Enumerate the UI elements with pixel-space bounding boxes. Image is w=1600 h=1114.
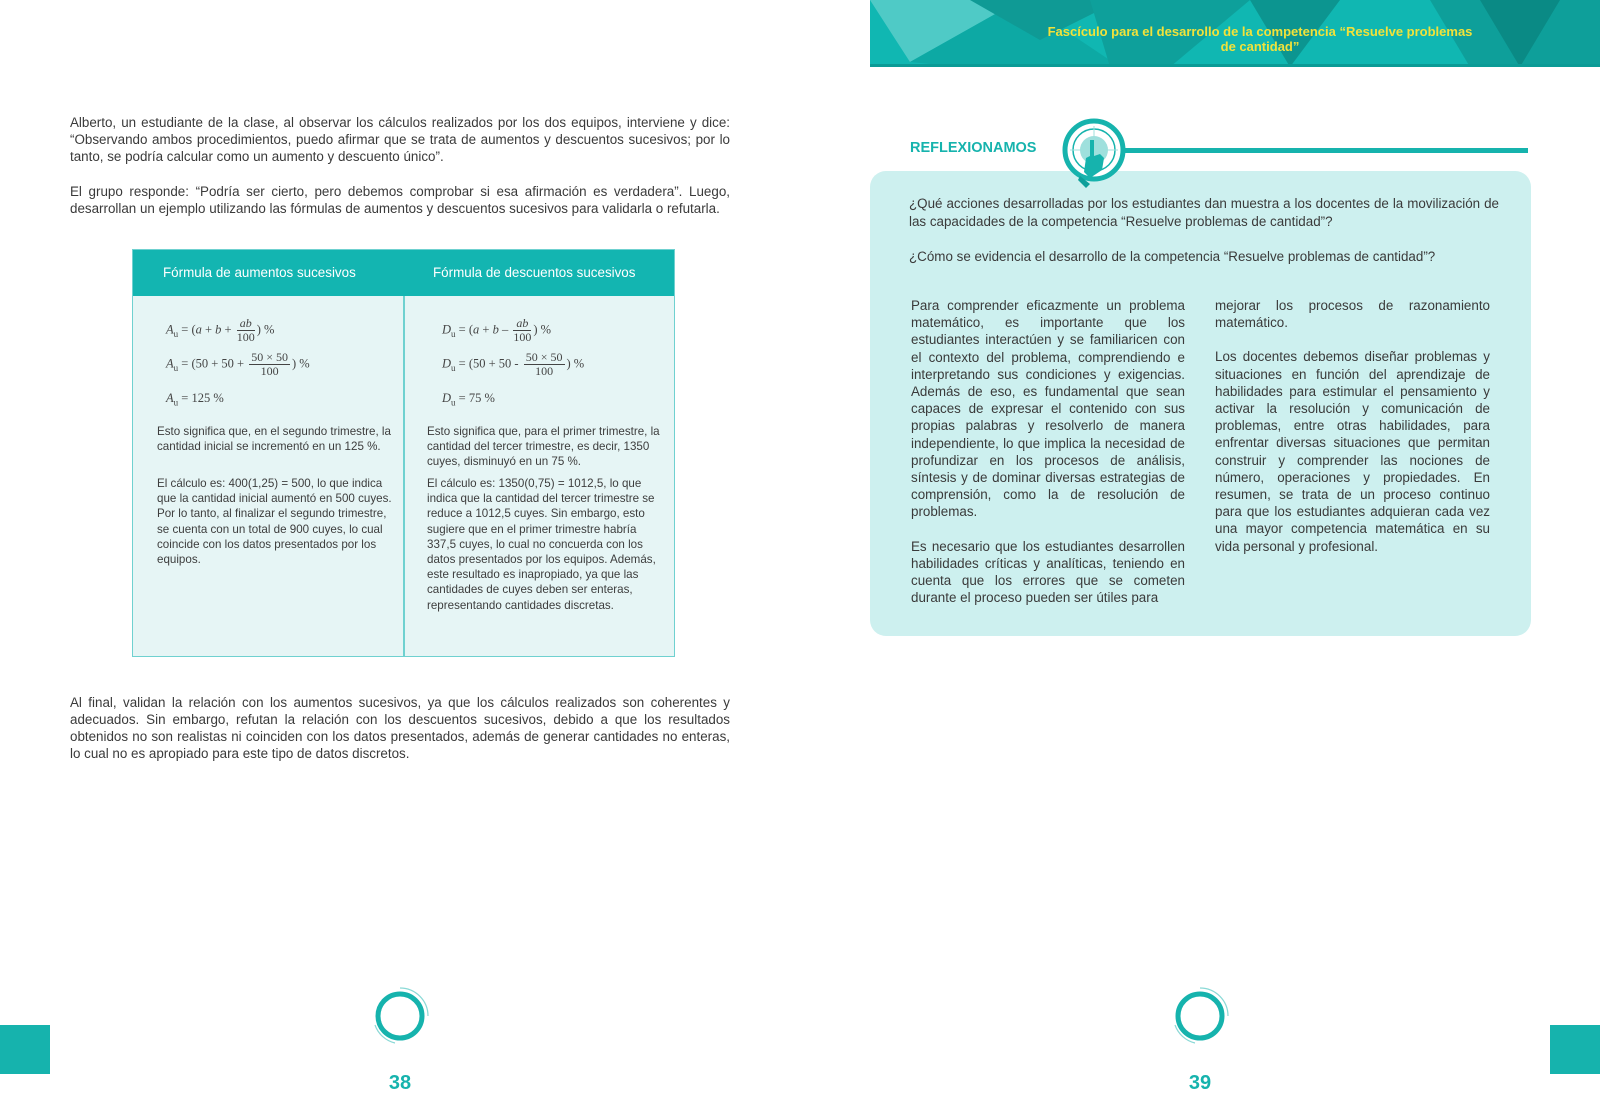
header-successive-increases: Fórmula de aumentos sucesivos	[163, 265, 356, 280]
header-title: Fascículo para el desarrollo de la competencia “Resuelve problemas de cantidad”	[1047, 24, 1473, 54]
header-successive-discounts: Fórmula de descuentos sucesivos	[433, 265, 636, 280]
section-rule	[1120, 148, 1528, 153]
group-response-paragraph: El grupo responde: “Podría ser cierto, pero debemos comprobar si esa afirmación es verdadera”. Luego, desarrollan un ejemplo utilizando las fórmulas de aumentos y descuentos sucesivos para validarla o refutarla.	[70, 184, 730, 216]
formula-discount-general: $D_u = (a + b$ – $\frac{ab}{100}$ ) %	[442, 316, 552, 344]
increase-meaning-text: Esto significa que, en el segundo trimestre, la cantidad inicial se incrementó en un 125 %.	[157, 425, 391, 454]
page-number-badge-icon	[369, 985, 431, 1047]
formula-increase-general: $A_u = (a + b$ + $\frac{ab}{100}$ ) %	[166, 316, 275, 344]
intro-paragraph: Alberto, un estudiante de la clase, al observar los cálculos realizados por los dos equipos, interviene y dice: “Observando ambos procedimientos, puedo afirmar que se trata de aumentos y descuentos sucesivos; por lo tanto, se podría calcular como un aumento y descuento único”.	[70, 115, 730, 164]
touch-target-icon	[1060, 118, 1130, 190]
page-number-badge-38	[369, 985, 431, 1094]
reflection-column-2	[1215, 297, 1490, 555]
col1-paragraph-1: Para comprender eficazmente un problema matemático, es importante que los estudiantes interactúen y se familiaricen con el contexto del problema, comprendiendo e interpretando sus condiciones y exigencias. Además de eso, es fundamental que sean capaces de expresar el contenido con sus propias palabras y resolverlo de manera independiente, lo que implica la necesidad de profundizar en los procesos de análisis, síntesis y de dominar diversas estrategias de comprensión, como la de resolución de problemas.	[911, 298, 1185, 520]
reflection-column-1	[911, 297, 1185, 606]
page-number-badge-icon	[1169, 985, 1231, 1047]
reflection-question-2: ¿Cómo se evidencia el desarrollo de la competencia “Resuelve problemas de cantidad”?	[909, 249, 1436, 264]
right-corner-block	[1550, 1025, 1600, 1074]
reflection-question-1: ¿Qué acciones desarrolladas por los estudiantes dan muestra a los docentes de la movilización de las capacidades de la competencia “Resuelve problemas de cantidad”?	[909, 196, 1499, 229]
page-number-38: 38	[388, 1072, 412, 1094]
formula-increase-result: $A_u = 125$ %	[166, 391, 224, 408]
conclusion-paragraph: Al final, validan la relación con los aumentos sucesivos, ya que los cálculos realizados son coherentes y adecuados. Sin embargo, refutan la relación con los descuentos sucesivos, debido a que los resultados obtenidos no son realistas ni coinciden con los datos presentados, además de generar cantidades no enteras, lo cual no es apropiado para este tipo de datos discretos.	[70, 695, 730, 761]
formula-discount-result: $D_u = 75$ %	[442, 391, 495, 408]
formula-discount-substituted: $D_u = (50 + 50$ - $\frac{50 \times 50}{100}$ ) %	[442, 350, 585, 378]
formula-table	[132, 249, 675, 657]
page-number-39: 39	[1188, 1072, 1212, 1094]
discount-meaning-text: Esto significa que, para el primer trimestre, la cantidad del tercer trimestre, es decir, 1350 cuyes, disminuyó en un 75 %.	[427, 425, 660, 469]
section-label: REFLEXIONAMOS	[910, 140, 1037, 156]
discount-calculation-text: El cálculo es: 1350(0,75) = 1012,5, lo que indica que la cantidad del tercer trimestre se reduce a 1012,5 cuyes. Sin embargo, esto sugiere que en el primer trimestre habría 337,5 cuyes, lo cual no concuerda con los datos presentados por los equipos. Además, este resultado es inapropiado, ya que las cantidades de cuyes deben ser enteras, representando cantidades discretas.	[427, 477, 656, 612]
table-column-divider	[403, 296, 405, 656]
formula-table-header	[133, 250, 674, 296]
col1-paragraph-2: Es necesario que los estudiantes desarrollen habilidades críticas y analíticas, teniendo en cuenta que los errores que se cometen durante el proceso pueden ser útiles para	[911, 538, 1185, 606]
left-corner-block	[0, 1025, 50, 1074]
col2-paragraph-1: mejorar los procesos de razonamiento matemático.	[1215, 298, 1490, 331]
formula-increase-substituted: $A_u = (50 + 50$ + $\frac{50 \times 50}{100}$ ) %	[166, 350, 310, 378]
page-number-badge-39	[1169, 985, 1231, 1094]
col2-paragraph-2: Los docentes debemos diseñar problemas y situaciones en función del aprendizaje de habilidades para estimular el pensamiento y activar la resolución y comunicación de problemas, entre otras habilidades, para enfrentar diversas situaciones que permitan construir y comprender las nociones de número, operaciones y propiedades. En resumen, se trata de un proceso continuo para que los estudiantes adquieran cada vez una mayor competencia matemática en su vida personal y profesional.	[1215, 349, 1490, 554]
increase-calculation-text: El cálculo es: 400(1,25) = 500, lo que indica que la cantidad inicial aumentó en 500 cuyes. Por lo tanto, al finalizar el segundo trimestre, se cuenta con un total de 900 cuyes, lo cual coincide con los datos presentados por los equipos.	[157, 477, 392, 567]
